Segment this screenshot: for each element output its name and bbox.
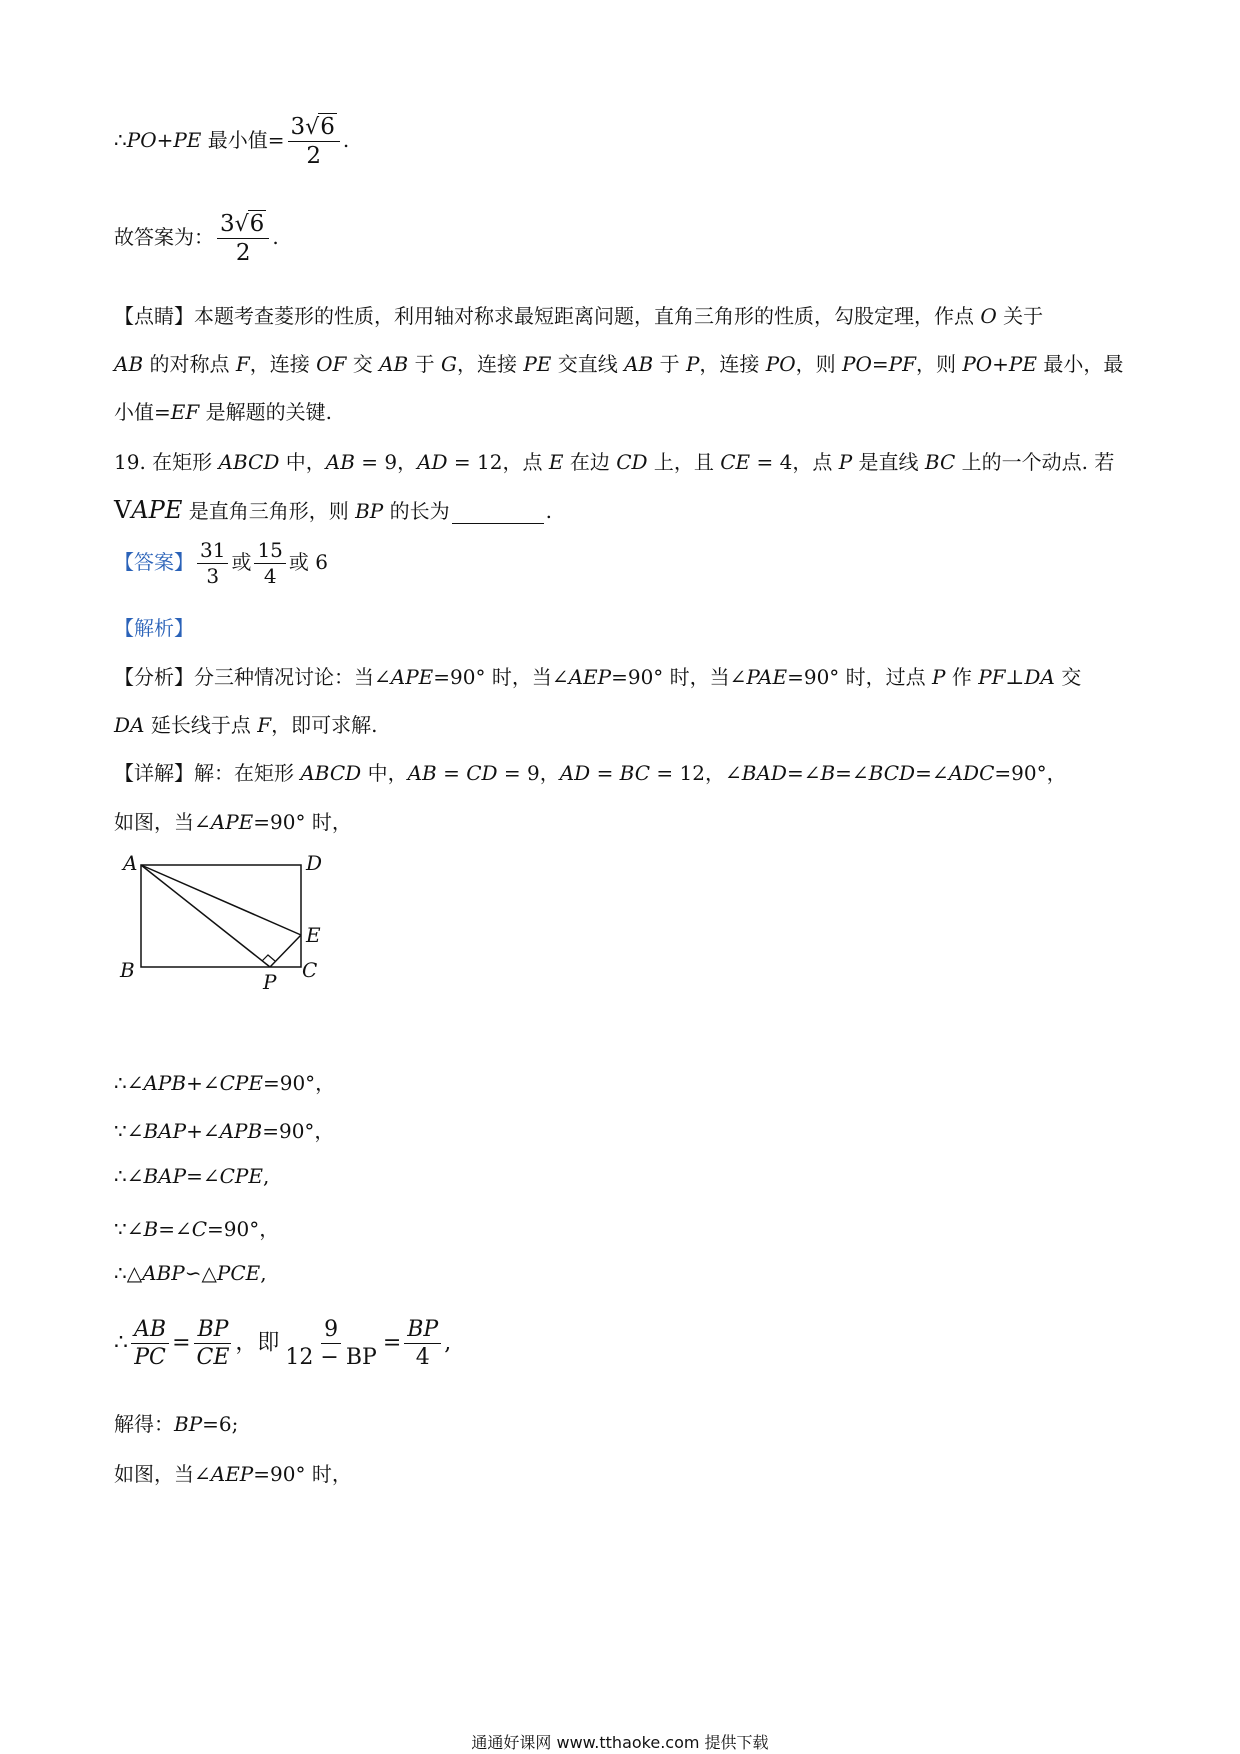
label-d: D [306,851,323,875]
fraction-answer: $\frac{3√6}{2}$ [217,212,269,265]
fraction-3-root6-over-2: $\frac{3√6}{2}$ [288,115,340,168]
fraction-bp-ce: $\frac{BP}{CE}$ [194,1318,233,1369]
step-6-proportion: ∴ $\frac{AB}{PC}$ = $\frac{BP}{CE}$ ，即 $\frac{9}{12 - BP}$ = $\frac{BP}{4}$ , [114,1317,452,1371]
answer-tag: 【答案】 [114,550,194,574]
answer-blank [452,505,544,524]
fraction-bp-over-4: $\frac{BP}{4}$ [404,1318,441,1369]
step-5: ∴△ABP∽△PCE, [114,1261,267,1285]
step-3: ∴∠BAP=∠CPE, [114,1164,270,1188]
answer-section: 【答案】 $\frac{31}{3}$ 或 $\frac{15}{4}$ 或 6 [114,538,328,588]
analysis-line-2: DA 延长线于点 F，即可求解. [114,713,378,737]
step-8: 如图，当∠AEP=90° 时， [114,1462,352,1486]
comment-line-2: AB 的对称点 F，连接 OF 交 AB 于 G，连接 PE 交直线 AB 于 P，连接 PO，则 PO=PF，则 PO+PE 最小，最 [114,352,1124,376]
analysis-line-1: 【分析】分三种情况讨论：当∠APE=90° 时，当∠AEP=90° 时，当∠PAE=90° 时，过点 P 作 PF⊥DA 交 [114,665,1082,689]
step-2: ∵∠BAP+∠APB=90°， [114,1119,335,1143]
page-footer: 通通好课网 www.tthaoke.com 提供下载 [471,1733,769,1752]
label-a: A [123,851,138,875]
step-4: ∵∠B=∠C=90°， [114,1217,280,1241]
fraction-15-4: $\frac{15}{4}$ [254,540,285,587]
fraction-31-3: $\frac{31}{3}$ [197,540,228,587]
step-1: ∴∠APB+∠CPE=90°， [114,1071,336,1095]
label-p: P [263,970,277,994]
fraction-ab-pc: $\frac{AB}{PC}$ [131,1318,169,1369]
solution-line-1: 【详解】解：在矩形 ABCD 中，AB = CD = 9，AD = BC = 12，∠BAD=∠B=∠BCD=∠ADC=90°， [114,761,1067,785]
right-angle-mark [262,955,275,961]
analysis-tag: 【解析】 [114,616,194,640]
label-b: B [120,958,135,982]
answer-line: 故答案为： $\frac{3√6}{2}$ . [114,211,279,267]
label-c: C [302,958,318,982]
fraction-9-over-12-minus-bp: $\frac{9}{12 - BP}$ [285,1317,377,1371]
problem-19-line-1: 19. 在矩形 ABCD 中，AB = 9，AD = 12，点 E 在边 CD 上，且 CE = 4，点 P 是直线 BC 上的一个动点. 若 [114,450,1115,474]
problem-19-line-2: VAPE 是直角三角形，则 BP 的长为 . [114,496,552,524]
solution-line-2: 如图，当∠APE=90° 时， [114,810,352,834]
solution-line-min-value: ∴PO+PE 最小值= $\frac{3√6}{2}$ . [114,114,350,170]
label-e: E [306,923,321,947]
segment-pe [270,935,301,967]
step-7: 解得：BP=6; [114,1412,239,1436]
comment-line-1: 【点睛】本题考查菱形的性质，利用轴对称求最短距离问题，直角三角形的性质，勾股定理，作点 O 关于 [114,304,1044,328]
rectangle-abcd [141,865,301,967]
segment-ap [141,865,270,967]
comment-line-3: 小值=EF 是解题的关键. [114,400,332,424]
rectangle-figure [110,845,350,1000]
segment-ae [141,865,301,935]
